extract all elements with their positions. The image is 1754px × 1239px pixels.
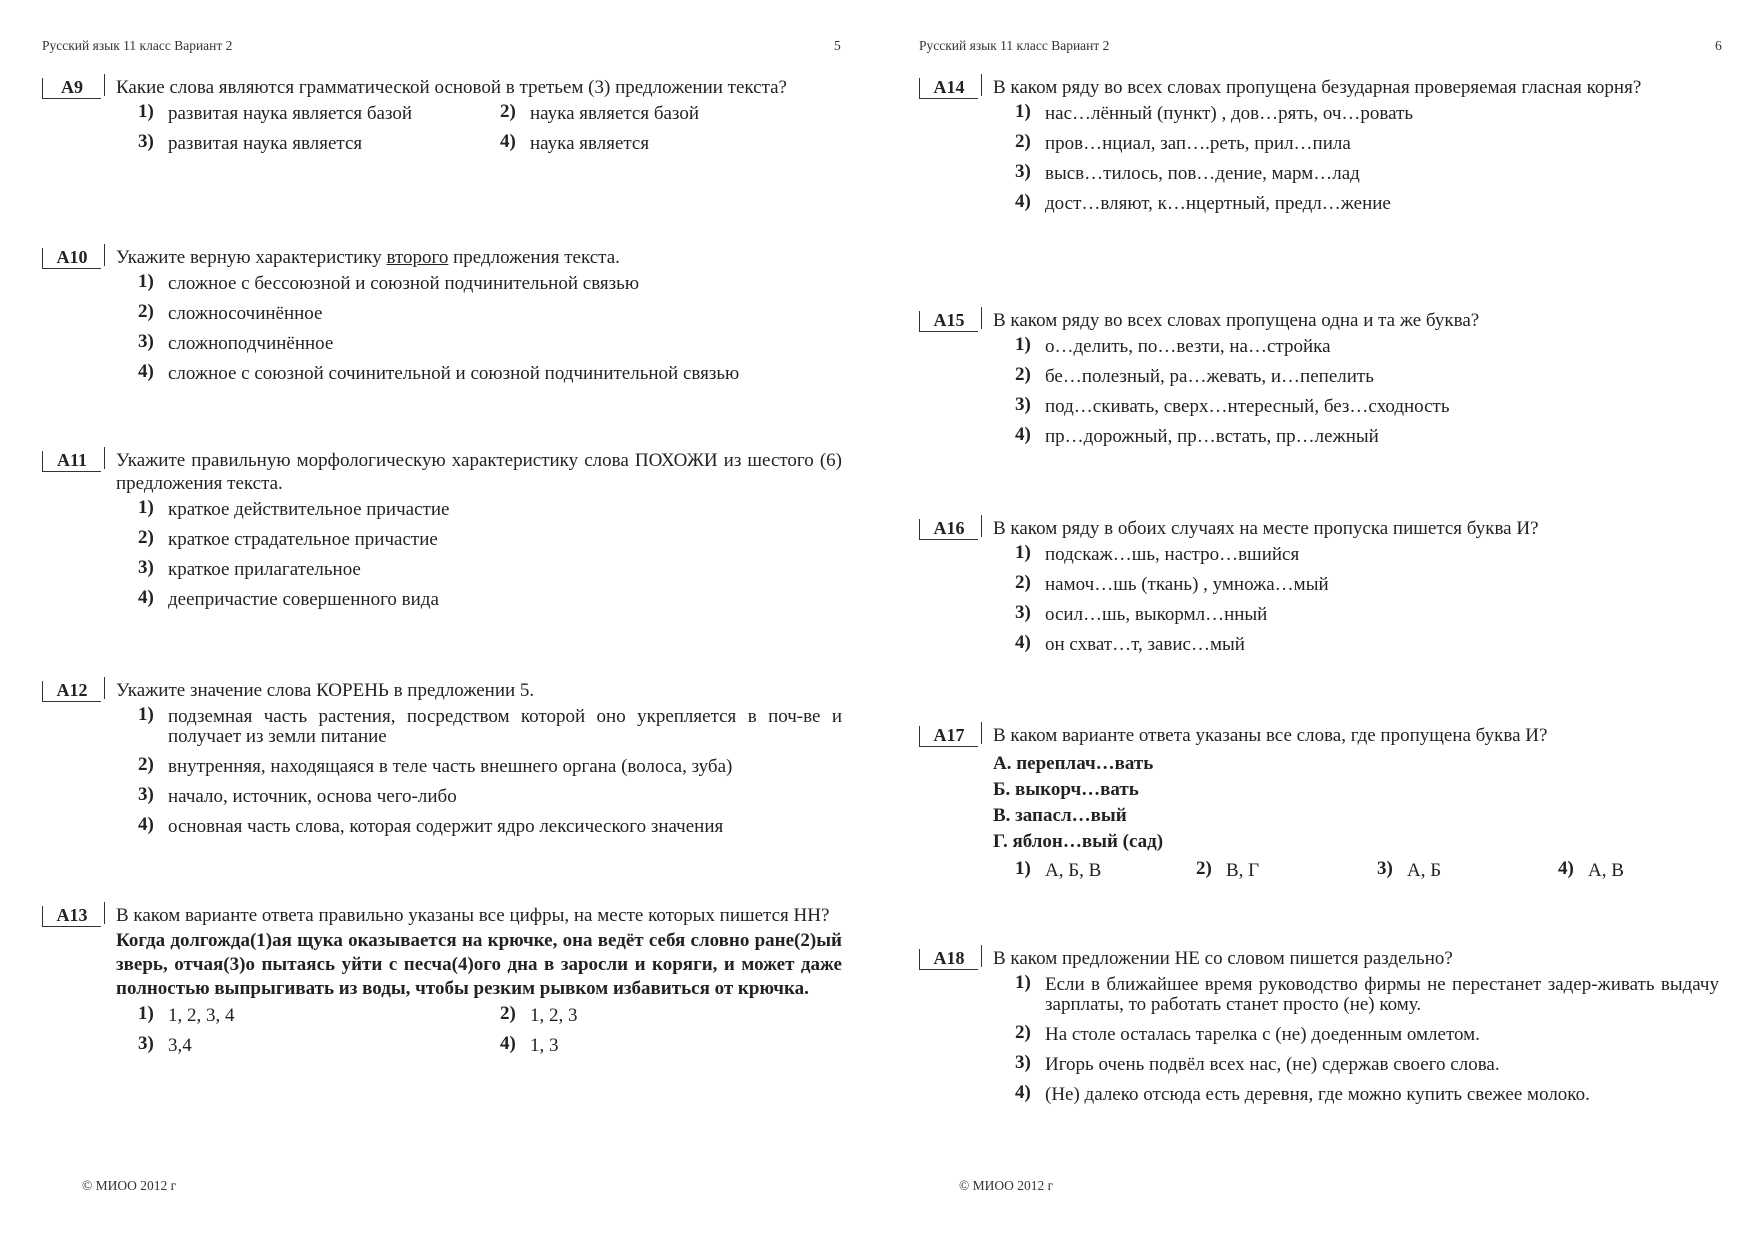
question-text: В каком варианте ответа правильно указаны все цифры, на месте которых пишется НН? [116,905,830,926]
options [138,101,842,154]
word-item: А. переплач…вать [993,753,1154,774]
option: 1) А, Б, В [1015,858,1102,881]
option: 4) он схват…т, завис…мый [1015,632,1245,655]
option: 2) бе…полезный, ра…жевать, и…пепелить [1015,364,1374,387]
option: 4) пр…дорожный, пр…встать, пр…лежный [1015,424,1379,447]
option: 2) пров…нциал, зап….реть, прил…пила [1015,131,1351,154]
copyright: © МИОО 2012 г [82,1178,177,1193]
question-a10 [42,246,842,394]
question-text: Укажите верную характеристику второго предложения текста. [116,247,620,268]
option: 1) подскаж…шь, настро…вшийся [1015,542,1300,565]
question-a18 [919,947,1719,1115]
option: 3) высв…тилось, пов…дение, марм…лад [1015,161,1360,184]
option: 2) В, Г [1196,858,1260,881]
question-text: В каком варианте ответа указаны все слова, где пропущена буква И? [993,725,1548,746]
option: 1) сложное с бессоюзной и союзной подчинительной связью [138,271,640,294]
option: 2) наука является базой [500,101,699,124]
option: 3) А, Б [1377,858,1442,881]
option: 1) о…делить, по…везти, на…стройка [1015,334,1331,357]
right-page [877,0,1754,1239]
question-a9 [42,76,842,154]
question-a15 [919,309,1719,457]
option: 1) краткое действительное причастие [138,497,450,520]
options [1015,542,1719,655]
option: 3) Игорь очень подвёл всех нас, (не) сдержав своего слова. [1015,1052,1500,1075]
option: 2) намоч…шь (ткань) , умножа…мый [1015,572,1329,595]
question-id: A12 [42,681,101,702]
question-text: В каком предложении НЕ со словом пишется раздельно? [993,948,1453,969]
question-id: A15 [919,311,978,332]
question-text: В каком ряду во всех словах пропущена одна и та же буква? [993,310,1480,331]
question-a17 [919,724,1719,881]
option: 1) 1, 2, 3, 4 [138,1003,235,1026]
option: 4) наука является [500,131,650,154]
option: 3) 3,4 [138,1033,192,1056]
options [1015,101,1719,214]
question-id: A16 [919,519,978,540]
page-number: 6 [1715,38,1722,53]
header-title: Русский язык 11 класс Вариант 2 [42,38,233,53]
question-a16 [919,517,1719,665]
option: 2) 1, 2, 3 [500,1003,578,1026]
option: 3) краткое прилагательное [138,557,361,580]
option: 4) А, В [1558,858,1624,881]
options [1015,972,1719,1105]
option: 4) дост…вляют, к…нцертный, предл…жение [1015,191,1391,214]
options [138,271,842,384]
option: 1) подземная часть растения, посредством которой оно укрепляется в поч-ве и получает из земли питание [138,704,842,747]
question-a14 [919,76,1719,224]
header-title: Русский язык 11 класс Вариант 2 [919,38,1110,53]
option: 4) 1, 3 [500,1033,559,1056]
question-text: В каком ряду в обоих случаях на месте пропуска пишется буква И? [993,518,1539,539]
question-id: A14 [919,78,978,99]
question-a12 [42,679,842,847]
option: 4) (Не) далеко отсюда есть деревня, где можно купить свежее молоко. [1015,1082,1590,1105]
question-id: A17 [919,726,978,747]
question-id: A13 [42,906,101,927]
option: 2) внутренняя, находящаяся в теле часть внешнего органа (волоса, зуба) [138,754,733,777]
option: 3) начало, источник, основа чего-либо [138,784,457,807]
question-text: Какие слова являются грамматической основой в третьем (3) предложении текста? [116,77,787,98]
option: 1) развитая наука является базой [138,101,413,124]
question-id: A9 [42,78,101,99]
options [138,497,842,610]
question-id: A10 [42,248,101,269]
word-list [993,751,1719,855]
question-a11 [42,449,842,620]
question-text: В каком ряду во всех словах пропущена безударная проверяемая гласная корня? [993,77,1642,98]
option: 4) сложное с союзной сочинительной и союзной подчинительной связью [138,361,740,384]
options [1015,334,1719,447]
option: 3) сложноподчинённое [138,331,334,354]
word-item: Г. яблон…вый (сад) [993,831,1164,852]
option: 1) нас…лённый (пункт) , дов…рять, оч…ровать [1015,101,1414,124]
question-text: Укажите значение слова КОРЕНЬ в предложении 5. [116,680,535,701]
question-text: Укажите правильную морфологическую характеристику слова ПОХОЖИ из шестого (6) предложения текста. [116,450,842,494]
question-passage: Когда долгожда(1)ая щука оказывается на крючке, она ведёт себя словно ране(2)ый зверь, отчая(3)о пытаясь уйти с песча(4)ого дна в заросли и коряги, и может даже полностью выпрыгивать из воды, чтобы резким рывком избавиться от крючка. [116,930,842,999]
page-number: 5 [834,38,841,53]
copyright: © МИОО 2012 г [959,1178,1054,1193]
option: 3) под…скивать, сверх…нтересный, без…сходность [1015,394,1450,417]
word-item: Б. выкорч…вать [993,779,1139,800]
question-id: A18 [919,949,978,970]
option: 4) деепричастие совершенного вида [138,587,439,610]
question-a13 [42,904,842,1056]
options [138,704,842,837]
options [138,1003,842,1056]
question-id: A11 [42,451,101,472]
options [1015,858,1719,881]
option: 3) осил…шь, выкормл…нный [1015,602,1268,625]
option: 2) На столе осталась тарелка с (не) доеденным омлетом. [1015,1022,1480,1045]
option: 4) основная часть слова, которая содержит ядро лексического значения [138,814,724,837]
option: 2) сложносочинённое [138,301,323,324]
option: 3) развитая наука является [138,131,363,154]
option: 1) Если в ближайшее время руководство фирмы не перестанет задер-живать выдачу зарплаты, то работать станет просто (не) кому. [1015,972,1719,1015]
word-item: В. запасл…вый [993,805,1127,826]
option: 2) краткое страдательное причастие [138,527,438,550]
